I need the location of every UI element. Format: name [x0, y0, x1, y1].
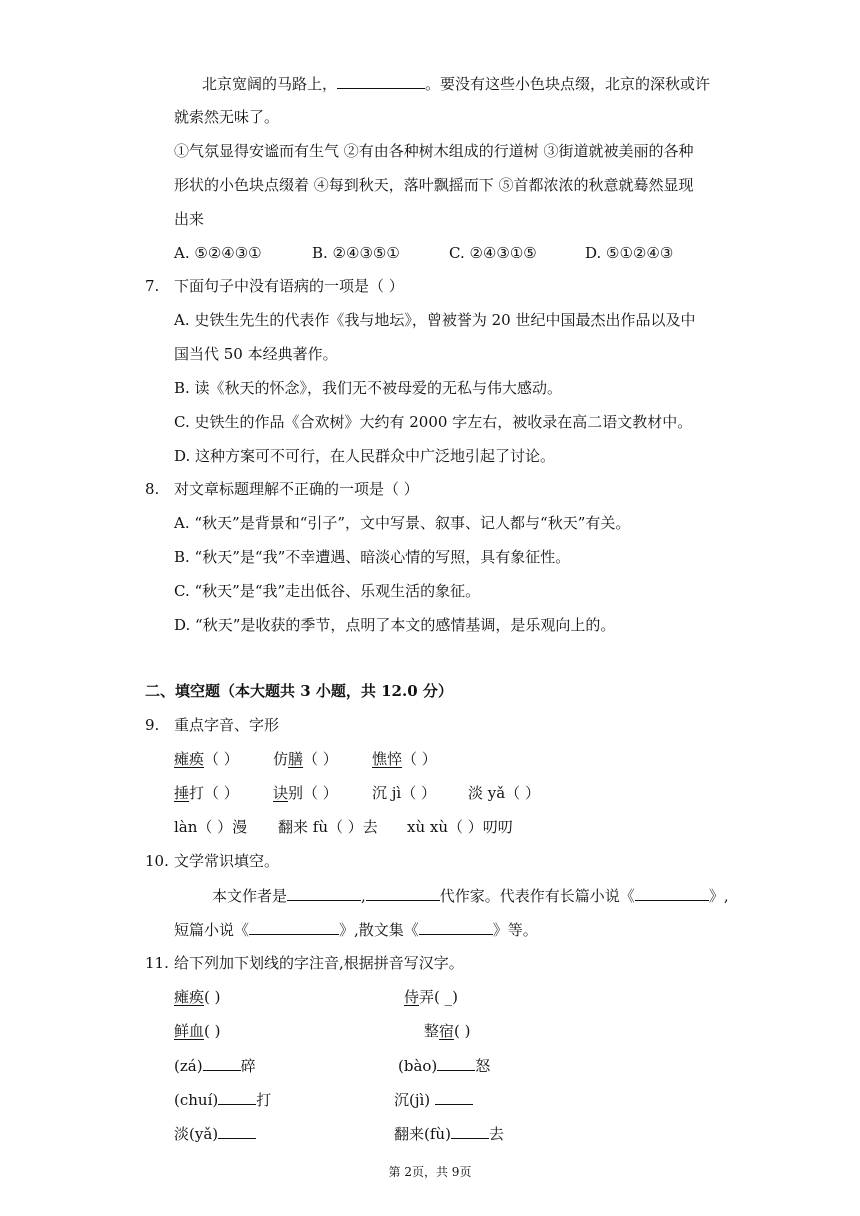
- pinyin: (bào): [398, 1057, 438, 1075]
- pinyin: (chuí): [174, 1091, 219, 1109]
- char-suffix: 打: [256, 1091, 272, 1109]
- fill-blank: [287, 885, 361, 901]
- answer-bracket: 别（ ）: [288, 784, 338, 802]
- q9-row2-item2: [273, 783, 338, 803]
- fill-blank: [218, 1089, 256, 1105]
- q9-number: 9.: [145, 716, 160, 734]
- q11-left-1: [174, 987, 221, 1007]
- fill-blank: [337, 73, 425, 89]
- fill-blank: [435, 1089, 473, 1105]
- q7-option-d: D. 这种方案可不可行，在人民群众中广泛地引起了讨论。: [174, 447, 556, 465]
- q10-text: 》,散文集《: [339, 921, 419, 939]
- q11-right-5: [394, 1123, 504, 1144]
- q8-number: 8.: [145, 480, 160, 498]
- q6-item-line1: ①气氛显得安谧而有生气 ②有由各种树木组成的行道树 ③街道就被美丽的各种: [174, 142, 694, 160]
- underlined-word: 瘫痪: [174, 988, 205, 1006]
- q9-stem: 重点字音、字形: [174, 716, 280, 734]
- word-prefix: 仿: [273, 750, 289, 768]
- q8-option-d: D. “秋天”是收获的季节，点明了本文的感情基调，是乐观向上的。: [174, 616, 616, 634]
- answer-bracket: ( ): [204, 1022, 221, 1040]
- underlined-word: 侍: [404, 988, 420, 1006]
- q10-number: 10.: [145, 852, 169, 870]
- passage-text: 。要没有这些小色块点缀，北京的深秋或许: [425, 75, 711, 93]
- answer-bracket: （ ）: [303, 750, 338, 768]
- answer-bracket: ( ): [454, 1022, 471, 1040]
- fill-blank: [366, 885, 440, 901]
- q10-line1: [212, 885, 729, 906]
- answer-bracket: 打（ ）: [189, 784, 239, 802]
- underlined-word: 膳: [288, 750, 304, 768]
- q9-row3-item3: xù xù（ ）叨叨: [407, 818, 513, 836]
- answer-bracket: ( ): [204, 988, 221, 1006]
- fill-blank: [419, 919, 493, 935]
- underlined-word: 捶: [174, 784, 190, 802]
- q9-row3-item2: 翻来 fù（ ）去: [278, 818, 378, 836]
- q10-text: 代作家。代表作有长篇小说《: [439, 887, 635, 905]
- q10-stem: 文学常识填空。: [174, 852, 280, 870]
- q11-stem: 给下列加下划线的字注音,根据拼音写汉字。: [174, 954, 464, 972]
- fill-blank: [451, 1123, 489, 1139]
- q11-right-4: [394, 1089, 473, 1110]
- q6-passage-line1: [202, 73, 710, 94]
- q6-passage-line2: 就索然无味了。: [174, 108, 280, 126]
- q11-number: 11.: [145, 954, 169, 972]
- q9-row2-item3: 沉 jì（ ）: [372, 784, 436, 802]
- q9-row2-item4: 淡 yǎ（ ）: [468, 784, 540, 802]
- q8-stem: 对文章标题理解不正确的一项是（ ）: [174, 480, 419, 498]
- q9-row2-item1: [174, 783, 239, 803]
- q10-text: 》等。: [492, 921, 538, 939]
- q10-text: 》,: [708, 887, 729, 905]
- pinyin: (zá): [174, 1057, 203, 1075]
- q9-row1-item3: [372, 749, 437, 769]
- q6-item-line3: 出来: [174, 210, 205, 228]
- q7-number: 7.: [145, 277, 160, 295]
- fill-blank: [218, 1123, 256, 1139]
- underlined-word: 憔悴: [372, 750, 403, 768]
- q8-option-a: A. “秋天”是背景和“引子”，文中写景、叙事、记人都与“秋天”有关。: [174, 514, 631, 532]
- char-suffix: 怒: [475, 1057, 491, 1075]
- q11-right-2: [424, 1021, 471, 1041]
- q7-stem: 下面句子中没有语病的一项是（ ）: [174, 277, 404, 295]
- q8-option-b: B. “秋天”是“我”不幸遭遇、暗淡心情的写照，具有象征性。: [174, 548, 571, 566]
- answer-bracket: 弄( _): [419, 988, 458, 1006]
- char-suffix: 去: [488, 1125, 504, 1143]
- section-heading: 二、填空题（本大题共 3 小题，共 12.0 分）: [145, 682, 453, 700]
- q8-option-c: C. “秋天”是“我”走出低谷、乐观生活的象征。: [174, 582, 481, 600]
- q7-option-a-line2: 国当代 50 本经典著作。: [174, 345, 338, 363]
- q10-line2: [174, 919, 538, 940]
- q9-row1-item1: [174, 749, 239, 769]
- page-footer: 第 2页，共 9页: [388, 1165, 472, 1179]
- fill-blank: [249, 919, 339, 935]
- q11-left-4: [174, 1089, 271, 1110]
- q11-right-3: [398, 1055, 490, 1076]
- option-b: B. ②④③⑤①: [312, 244, 400, 262]
- char-suffix: 碎: [240, 1057, 256, 1075]
- q11-left-3: [174, 1055, 256, 1076]
- option-d: D. ⑤①②④③: [585, 244, 674, 262]
- q11-left-5: [174, 1123, 256, 1144]
- word-prefix: 整: [424, 1022, 440, 1040]
- option-c: C. ②④③①⑤: [449, 244, 537, 262]
- q9-row1-item2: [273, 749, 338, 769]
- q7-option-a-line1: A. 史铁生先生的代表作《我与地坛》，曾被誉为 20 世纪中国最杰出作品以及中: [174, 311, 696, 329]
- q10-text: 短篇小说《: [174, 921, 250, 939]
- answer-bracket: （ ）: [204, 750, 239, 768]
- fill-blank: [635, 885, 709, 901]
- pinyin: 沉(jì): [394, 1091, 435, 1109]
- pinyin: 淡(yǎ): [174, 1125, 219, 1143]
- q6-item-line2: 形状的小色块点缀着 ④每到秋天，落叶飘摇而下 ⑤首都浓浓的秋意就蓦然显现: [174, 176, 694, 194]
- fill-blank: [203, 1055, 241, 1071]
- fill-blank: [437, 1055, 475, 1071]
- q6-options: [174, 243, 673, 263]
- passage-text: 北京宽阔的马路上，: [202, 75, 338, 93]
- q7-option-c: C. 史铁生的作品《合欢树》大约有 2000 字左右，被收录在高二语文教材中。: [174, 413, 693, 431]
- pinyin: 翻来(fù): [394, 1125, 451, 1143]
- underlined-word: 诀: [273, 784, 289, 802]
- underlined-word: 宿: [439, 1022, 455, 1040]
- q10-text: 本文作者是: [212, 887, 288, 905]
- q11-right-1: [404, 987, 458, 1007]
- q10-text: ,: [361, 887, 366, 905]
- option-a: A. ⑤②④③①: [174, 244, 262, 262]
- q9-row3-item1: làn（ ）漫: [174, 818, 248, 836]
- q11-left-2: [174, 1021, 221, 1041]
- q7-option-b: B. 读《秋天的怀念》，我们无不被母爱的无私与伟大感动。: [174, 379, 563, 397]
- underlined-word: 鲜血: [174, 1022, 205, 1040]
- answer-bracket: （ ）: [402, 750, 437, 768]
- underlined-word: 瘫痪: [174, 750, 205, 768]
